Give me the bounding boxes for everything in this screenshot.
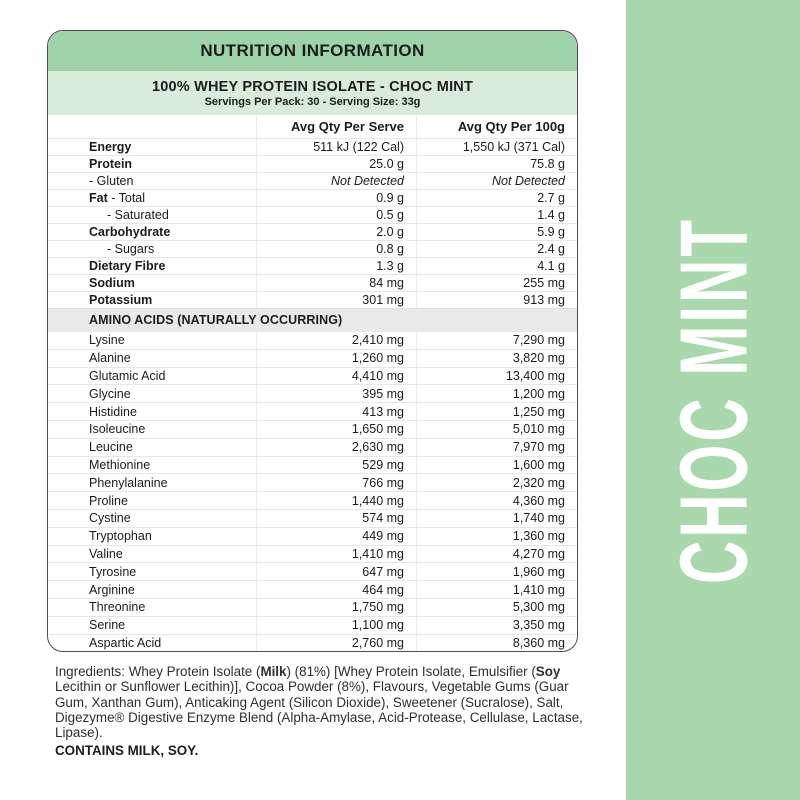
row-label: Glutamic Acid: [89, 368, 166, 383]
table-row: [48, 456, 577, 474]
row-label: Energy: [89, 140, 132, 154]
row-value-100g: 1,600 mg: [416, 457, 577, 474]
row-value-100g: 913 mg: [416, 292, 577, 308]
row-value-serve: 529 mg: [256, 457, 416, 474]
row-value-100g: 1,250 mg: [416, 403, 577, 420]
amino-section-header: [48, 308, 577, 331]
panel-title-band: [48, 31, 577, 71]
ingredients-text: [55, 664, 589, 740]
row-value-100g: 1,550 kJ (371 Cal): [416, 139, 577, 155]
table-row: [48, 349, 577, 367]
row-value-serve: 0.5 g: [256, 207, 416, 223]
allergen-bold: Soy: [535, 664, 561, 679]
table-header-row: [48, 115, 577, 138]
column-header-serve: Avg Qty Per Serve: [256, 115, 416, 138]
footer-text: [55, 664, 589, 759]
product-title: 100% WHEY PROTEIN ISOLATE - CHOC MINT: [151, 78, 474, 95]
row-value-100g: 1,360 mg: [416, 528, 577, 545]
row-value-serve: 413 mg: [256, 403, 416, 420]
row-value-serve: 511 kJ (122 Cal): [256, 139, 416, 155]
row-value-100g: 1,410 mg: [416, 581, 577, 598]
row-value-serve: 2.0 g: [256, 224, 416, 240]
row-value-serve: 2,410 mg: [256, 332, 416, 349]
row-value-serve: Not Detected: [256, 173, 416, 189]
table-row: [48, 562, 577, 580]
row-value-serve: 766 mg: [256, 474, 416, 491]
row-value-100g: 75.8 g: [416, 156, 577, 172]
row-value-100g: 1,740 mg: [416, 510, 577, 527]
table-row: [48, 138, 577, 155]
row-label: - Sugars: [107, 242, 155, 256]
row-value-serve: 25.0 g: [256, 156, 416, 172]
row-label: Proline: [89, 493, 128, 508]
row-value-100g: 13,400 mg: [416, 368, 577, 385]
row-label: - Saturated: [107, 208, 169, 222]
table-row: [48, 367, 577, 385]
row-label: Serine: [89, 618, 126, 633]
ingredients-segment: Lecithin or Sunflower Lecithin)], Cocoa Powder (8%), Flavours, Vegetable Gums (Guar Gum, Xanthan Gum), Anticaking Agent (Silicon Dioxide), Sweetener (Sucralose), Salt, Digezyme® Digestive Enzyme Blend (Alpha-Amylase, Acid-Protease, Cellulase, Lactase, Lipase).: [55, 679, 583, 741]
allergen-statement: CONTAINS MILK, SOY.: [55, 743, 199, 759]
row-label: Isoleucine: [89, 422, 146, 437]
row-value-100g: 4,270 mg: [416, 546, 577, 563]
ingredients-segment: Ingredients: Whey Protein Isolate (: [55, 664, 261, 679]
row-label: Dietary Fibre: [89, 259, 166, 273]
row-label: Potassium: [89, 293, 153, 307]
row-value-100g: 2.7 g: [416, 190, 577, 206]
row-value-serve: 0.9 g: [256, 190, 416, 206]
table-row: [48, 291, 577, 308]
serving-info: Servings Per Pack: 30 - Serving Size: 33g: [204, 95, 421, 108]
row-value-serve: 647 mg: [256, 563, 416, 580]
row-value-100g: 5.9 g: [416, 224, 577, 240]
table-row: [48, 155, 577, 172]
row-value-serve: 1,260 mg: [256, 350, 416, 367]
table-row: [48, 206, 577, 223]
row-label: Alanine: [89, 351, 131, 366]
row-label: Phenylalanine: [89, 475, 168, 490]
flavour-sidebar: [626, 0, 800, 800]
row-value-serve: 574 mg: [256, 510, 416, 527]
table-row: [48, 491, 577, 509]
row-label: Tyrosine: [89, 564, 137, 579]
allergen-bold: Milk: [260, 664, 287, 679]
row-value-100g: 4,360 mg: [416, 492, 577, 509]
table-row: [48, 545, 577, 563]
row-value-serve: 1,750 mg: [256, 599, 416, 616]
row-value-serve: 1,650 mg: [256, 421, 416, 438]
row-value-100g: 8,360 mg: [416, 635, 577, 652]
row-value-100g: 2,320 mg: [416, 474, 577, 491]
row-value-serve: 449 mg: [256, 528, 416, 545]
table-row: [48, 580, 577, 598]
row-value-serve: 1,440 mg: [256, 492, 416, 509]
row-value-100g: 255 mg: [416, 275, 577, 291]
row-label: - Gluten: [89, 174, 134, 188]
table-row: [48, 438, 577, 456]
table-row: [48, 257, 577, 274]
row-value-serve: 0.8 g: [256, 241, 416, 257]
row-label: Methionine: [89, 457, 151, 472]
row-label: Histidine: [89, 404, 137, 419]
table-row: [48, 634, 577, 652]
row-value-serve: 1,410 mg: [256, 546, 416, 563]
row-label: Threonine: [89, 600, 146, 615]
row-label: Glycine: [89, 386, 131, 401]
row-value-100g: 4.1 g: [416, 258, 577, 274]
product-band: [48, 71, 577, 115]
table-row: [48, 189, 577, 206]
row-label: Lysine: [89, 333, 125, 348]
nutrition-panel: [47, 30, 578, 652]
row-value-100g: 3,820 mg: [416, 350, 577, 367]
row-label: Leucine: [89, 440, 133, 455]
table-row: [48, 473, 577, 491]
table-row: [48, 527, 577, 545]
row-value-serve: 1,100 mg: [256, 617, 416, 634]
table-row: [48, 240, 577, 257]
amino-section-label: AMINO ACIDS (NATURALLY OCCURRING): [89, 313, 343, 327]
row-label: Tryptophan: [89, 529, 152, 544]
row-value-100g: 5,010 mg: [416, 421, 577, 438]
row-value-100g: 7,970 mg: [416, 439, 577, 456]
row-value-serve: 2,760 mg: [256, 635, 416, 652]
row-label: Fat - Total: [89, 191, 146, 205]
row-value-100g: 7,290 mg: [416, 332, 577, 349]
row-value-100g: Not Detected: [416, 173, 577, 189]
row-value-100g: 3,350 mg: [416, 617, 577, 634]
flavour-label: CHOC MINT: [659, 216, 767, 584]
row-label: Carbohydrate: [89, 225, 171, 239]
row-value-100g: 1.4 g: [416, 207, 577, 223]
row-label: Arginine: [89, 582, 135, 597]
row-value-serve: 395 mg: [256, 385, 416, 402]
row-label: Protein: [89, 157, 133, 171]
table-row: [48, 223, 577, 240]
row-value-serve: 301 mg: [256, 292, 416, 308]
table-row: [48, 616, 577, 634]
row-label: Aspartic Acid: [89, 635, 162, 650]
table-row: [48, 509, 577, 527]
table-row: [48, 598, 577, 616]
ingredients-segment: ) (81%) [Whey Protein Isolate, Emulsifier (: [286, 664, 536, 679]
row-label: Valine: [89, 546, 123, 561]
row-value-100g: 2.4 g: [416, 241, 577, 257]
row-value-100g: 1,200 mg: [416, 385, 577, 402]
row-label: Cystine: [89, 511, 131, 526]
table-row: [48, 420, 577, 438]
panel-title: NUTRITION INFORMATION: [200, 41, 425, 60]
row-value-serve: 2,630 mg: [256, 439, 416, 456]
row-value-serve: 84 mg: [256, 275, 416, 291]
table-row: [48, 274, 577, 291]
table-row: [48, 384, 577, 402]
column-header-100g: Avg Qty Per 100g: [416, 115, 577, 138]
table-row: [48, 402, 577, 420]
row-value-serve: 1.3 g: [256, 258, 416, 274]
row-value-100g: 5,300 mg: [416, 599, 577, 616]
table-row: [48, 172, 577, 189]
row-value-100g: 1,960 mg: [416, 563, 577, 580]
row-label: Sodium: [89, 276, 135, 290]
table-row: [48, 331, 577, 349]
row-value-serve: 4,410 mg: [256, 368, 416, 385]
row-value-serve: 464 mg: [256, 581, 416, 598]
